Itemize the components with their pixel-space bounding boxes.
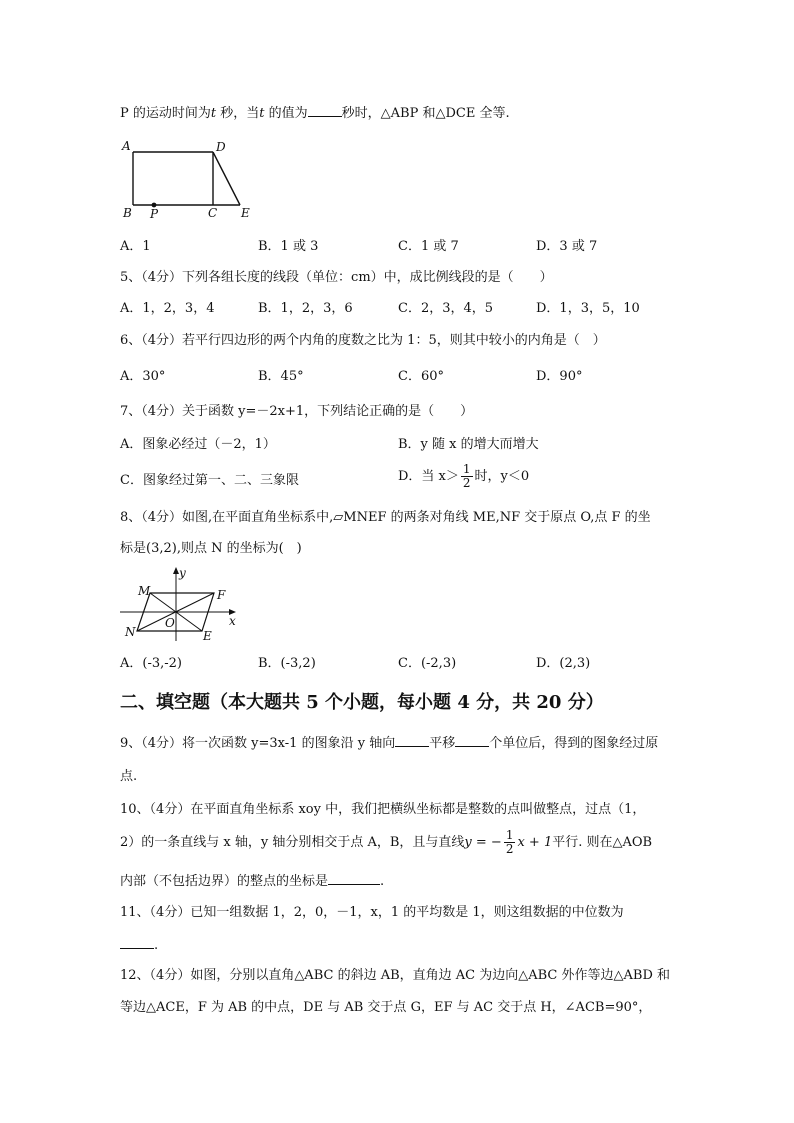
q12-line-2: 等边△ACE，F 为 AB 的中点，DE 与 AB 交于点 G，EF 与 AC 交于点 H，∠ACB=90°，: [120, 1000, 652, 1015]
q8-line-2: 标是(3,2),则点 N 的坐标为( ): [120, 541, 302, 556]
fraction-one-half: [461, 463, 473, 490]
q6-option-d: D．90°: [536, 369, 583, 384]
label-n: N: [125, 625, 136, 639]
q9-text-3: 个单位后，得到的图象经过原: [489, 736, 659, 751]
q9-blank-units: [455, 734, 489, 747]
q10-line-2: [120, 826, 652, 860]
parallelogram-coordinate-figure: [118, 563, 248, 645]
q8-option-a: A．(-3,-2): [120, 656, 182, 671]
q10-text-pre: 2）的一条直线与 x 轴，y 轴分别相交于点 A，B，且与直线: [120, 835, 465, 850]
q10-line-3: [120, 872, 384, 891]
q4-option-b: B．1 或 3: [258, 239, 319, 254]
q9-blank-direction: [395, 734, 429, 747]
q10-line-3-text: 内部（不包括边界）的整点的坐标是: [120, 874, 329, 889]
q8-line-1: 8、（4分）如图,在平面直角坐标系中,▱MNEF 的两条对角线 ME,NF 交于原点 O,点 F 的坐: [120, 510, 651, 525]
q9-line-1: [120, 734, 658, 753]
q8-option-b: B．(-3,2): [258, 656, 316, 671]
label-x: x: [229, 614, 236, 628]
q6-stem: 6、（4分）若平行四边形的两个内角的度数之比为 1：5，则其中较小的内角是（ ）: [120, 333, 606, 348]
q4-var-t2: t: [259, 106, 265, 121]
q9-text-1: 9、（4分）将一次函数 y=3x-1 的图象沿 y 轴向: [120, 736, 396, 751]
q4-option-c: C．1 或 7: [398, 239, 459, 254]
q5-option-c: C．2，3，4，5: [398, 301, 494, 316]
q4-text-1: P 的运动时间为: [120, 106, 211, 121]
q4-text-4: 秒时，△ABP 和△DCE 全等.: [341, 106, 510, 121]
label-c: C: [208, 206, 218, 220]
q12-line-1: 12、（4分）如图，分别以直角△ABC 的斜边 AB，直角边 AC 为边向△ABC 外作等边△ABD 和: [120, 968, 670, 983]
equation-numerator: 1: [505, 828, 514, 842]
label-f: F: [217, 588, 226, 602]
fraction-denominator: 2: [462, 476, 471, 490]
q4-var-t: t: [210, 106, 217, 121]
q11-line-1: 11、（4分）已知一组数据 1，2，0，－1，x，1 的平均数是 1，则这组数据的中位数为: [120, 905, 624, 920]
q9-text-2: 平移: [429, 736, 456, 751]
label-o: O: [165, 616, 175, 630]
q10-line-1: 10、（4分）在平面直角坐标系 xoy 中，我们把横纵坐标都是整数的点叫做整点，过点（1，: [120, 802, 646, 817]
q5-option-b: B．1，2，3，6: [258, 301, 353, 316]
label-p: P: [150, 207, 159, 221]
q8-option-c: C．(-2,3): [398, 656, 457, 671]
label-y: y: [179, 566, 186, 580]
equation-lhs: y = −: [464, 835, 502, 850]
q5-stem: 5、（4分）下列各组长度的线段（单位：cm）中，成比例线段的是（ ）: [120, 270, 553, 285]
q4-tail: [120, 104, 510, 123]
q4-text-2: 秒，当: [216, 106, 260, 121]
q7-option-d-text: D．当 x＞: [398, 469, 459, 484]
q7-option-d: [398, 463, 529, 490]
q7-option-b: B．y 随 x 的增大而增大: [398, 437, 539, 452]
q8-option-d: D．(2,3): [536, 656, 591, 671]
equation-rhs: x + 1: [517, 835, 553, 850]
q4-option-d: D．3 或 7: [536, 239, 598, 254]
label-e: E: [241, 206, 250, 220]
equation-denominator: 2: [505, 842, 514, 856]
q7-stem: 7、（4分）关于函数 y=－2x+1，下列结论正确的是（ ）: [120, 404, 474, 419]
q11-answer-blank: [120, 936, 154, 949]
q10-answer-blank: [328, 872, 380, 885]
q4-answer-blank: [308, 104, 342, 117]
label-e2: E: [203, 629, 212, 643]
q11-line-2: [120, 936, 158, 955]
label-m: M: [138, 584, 151, 598]
section-heading-fill-in: 二、填空题（本大题共 5 个小题，每小题 4 分，共 20 分）: [120, 692, 604, 713]
q6-option-c: C．60°: [398, 369, 444, 384]
q5-option-a: A．1，2，3，4: [120, 301, 215, 316]
q10-line-3-end: .: [380, 874, 385, 889]
q5-option-d: D．1，3，5，10: [536, 301, 640, 316]
q10-text-post: 平行. 则在△AOB: [552, 835, 653, 850]
label-b: B: [123, 206, 132, 220]
label-a: A: [122, 139, 131, 153]
q4-text-3: 的值为: [264, 106, 308, 121]
q7-option-d-tail: 时，y＜0: [474, 469, 530, 484]
equation-fraction: [504, 829, 516, 856]
q9-line-2: 点.: [120, 769, 138, 784]
segment-de: [213, 152, 240, 205]
q6-option-b: B．45°: [258, 369, 304, 384]
q11-line-2-end: .: [154, 938, 159, 953]
q7-option-c: C．图象经过第一、二、三象限: [120, 473, 299, 488]
rectangle-triangle-figure: [118, 138, 263, 223]
q6-option-a: A．30°: [120, 369, 166, 384]
fraction-numerator: 1: [462, 462, 471, 476]
q4-option-a: A．1: [120, 239, 151, 254]
label-d: D: [216, 140, 226, 154]
q7-option-a: A．图象必经过（－2，1）: [120, 437, 276, 452]
